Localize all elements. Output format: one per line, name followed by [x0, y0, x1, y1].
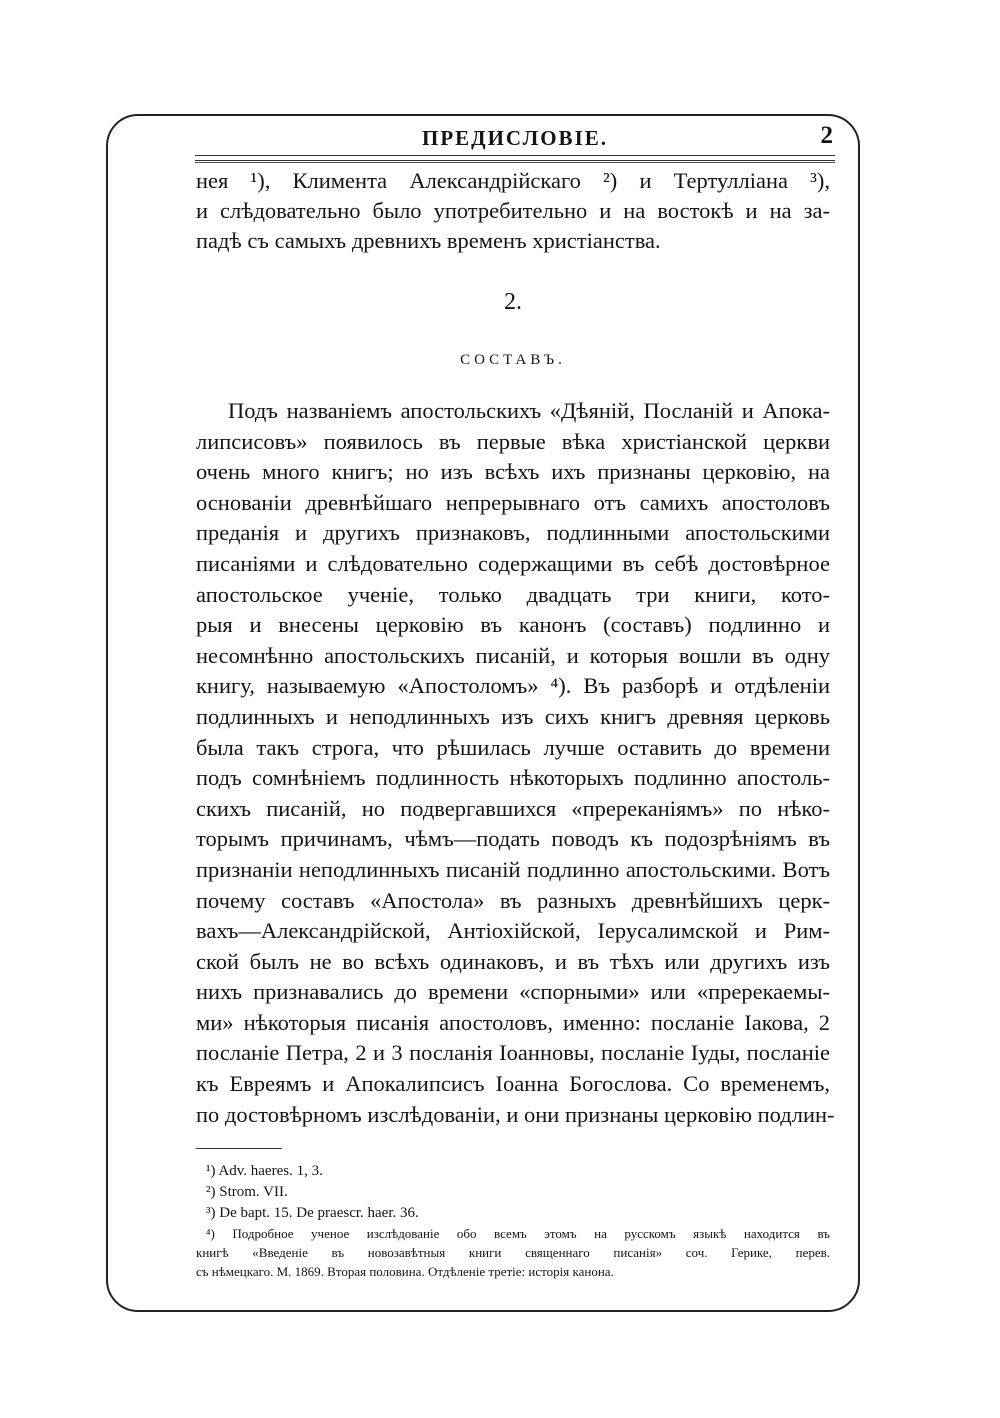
text-line: скихъ писаній, но подвергавшихся «пререканіямъ» по нѣко-	[196, 795, 830, 821]
text-line: ской былъ не во всѣхъ одинаковъ, и въ тѣхъ или другихъ изъ	[196, 948, 830, 974]
text-line: основаніи древнѣйшаго непрерывнаго отъ самихъ апостоловъ	[196, 489, 830, 515]
text-line: липсисовъ» появилось въ первые вѣка христіанской церкви	[196, 428, 830, 454]
footnote-4-line: ⁴) Подробное ученое изслѣдованіе обо всемъ этомъ на русскомъ языкѣ находится въ	[206, 1226, 830, 1241]
text-line: и слѣдовательно было употребительно и на востокѣ и на за-	[196, 198, 830, 223]
running-header	[195, 124, 835, 154]
text-line: несомнѣнно апостольскихъ писаній, и которыя вошли въ одну	[196, 642, 830, 668]
header-rule	[195, 162, 835, 163]
text-line: по достовѣрномъ изслѣдованіи, и они признаны церковію подлин-	[196, 1101, 835, 1127]
header-rule-double	[195, 155, 835, 161]
text-line: подлинныхъ и неподлинныхъ изъ сихъ книгъ древняя церковь	[196, 703, 830, 729]
text-line: очень много книгъ; но изъ всѣхъ ихъ признаны церковію, на	[196, 459, 830, 485]
section-paragraph	[196, 396, 835, 1130]
text-line: падѣ съ самыхъ древнихъ временъ христіанства.	[196, 228, 661, 253]
text-line: нихъ признавались до времени «спорными» или «пререкаемы-	[196, 979, 830, 1005]
text-line: писаніями и слѣдовательно содержащими въ себѣ достовѣрное	[196, 550, 830, 576]
footnote-4-line: книгѣ «Введеніе въ новозавѣтныя книги священнаго писанія» соч. Герике, перев.	[196, 1245, 830, 1260]
text-line: была такъ строга, что рѣшилась лучше оставить до времени	[196, 734, 830, 760]
text-line: почему составъ «Апостола» въ разныхъ древнѣйшихъ церк-	[196, 887, 830, 913]
page-number: 2	[820, 122, 833, 149]
text-line: преданія и другихъ признаковъ, подлинными апостольскими	[196, 520, 830, 546]
footnote-rule	[196, 1148, 282, 1149]
text-line: вахъ—Александрійской, Антіохійской, Іерусалимской и Рим-	[196, 918, 830, 944]
text-line: нея ¹), Климента Александрійскаго ²) и Тертулліана ³),	[196, 168, 830, 193]
footnote-4-line: съ нѣмецкаго. М. 1869. Вторая половина. Отдѣленіе третіе: исторія канона.	[196, 1264, 614, 1279]
text-line: торымъ причинамъ, чѣмъ—подать поводъ къ подозрѣніямъ въ	[196, 826, 830, 852]
text-line: къ Евреямъ и Апокалипсисъ Іоанна Богослова. Со временемъ,	[196, 1071, 830, 1097]
text-line: признаніи неподлинныхъ писаній подлинно апостольскими. Вотъ	[196, 856, 830, 882]
text-line: рыя и внесены церковію въ канонъ (составъ) подлинно и	[196, 612, 830, 638]
footnote-3: ³) De bapt. 15. De praescr. haer. 36.	[206, 1205, 419, 1221]
text-line: апостольское ученіе, только двадцать три книги, кото-	[196, 581, 830, 607]
footnote-2: ²) Strom. VII.	[206, 1184, 288, 1200]
running-title: ПРЕДИСЛОВІЕ.	[421, 126, 608, 150]
text-line: ми» нѣкоторыя писанія апостоловъ, именно: посланіе Іакова, 2	[196, 1009, 830, 1035]
section-title: СОСТАВЪ.	[460, 352, 566, 368]
footnotes	[196, 1161, 830, 1281]
footnote-1: ¹) Adv. haeres. 1, 3.	[206, 1163, 323, 1179]
text-line: книгу, называемую «Апостоломъ» ⁴). Въ разборѣ и отдѣленіи	[196, 673, 830, 699]
section-number: 2.	[504, 289, 522, 315]
intro-text	[196, 166, 830, 256]
text-line: посланіе Петра, 2 и 3 посланія Іоанновы, посланіе Іуды, посланіе	[196, 1040, 830, 1066]
text-line: подъ сомнѣніемъ подлинность нѣкоторыхъ подлинно апостоль-	[196, 765, 830, 791]
text-line: Подъ названіемъ апостольскихъ «Дѣяній, Посланій и Апока-	[228, 398, 830, 423]
